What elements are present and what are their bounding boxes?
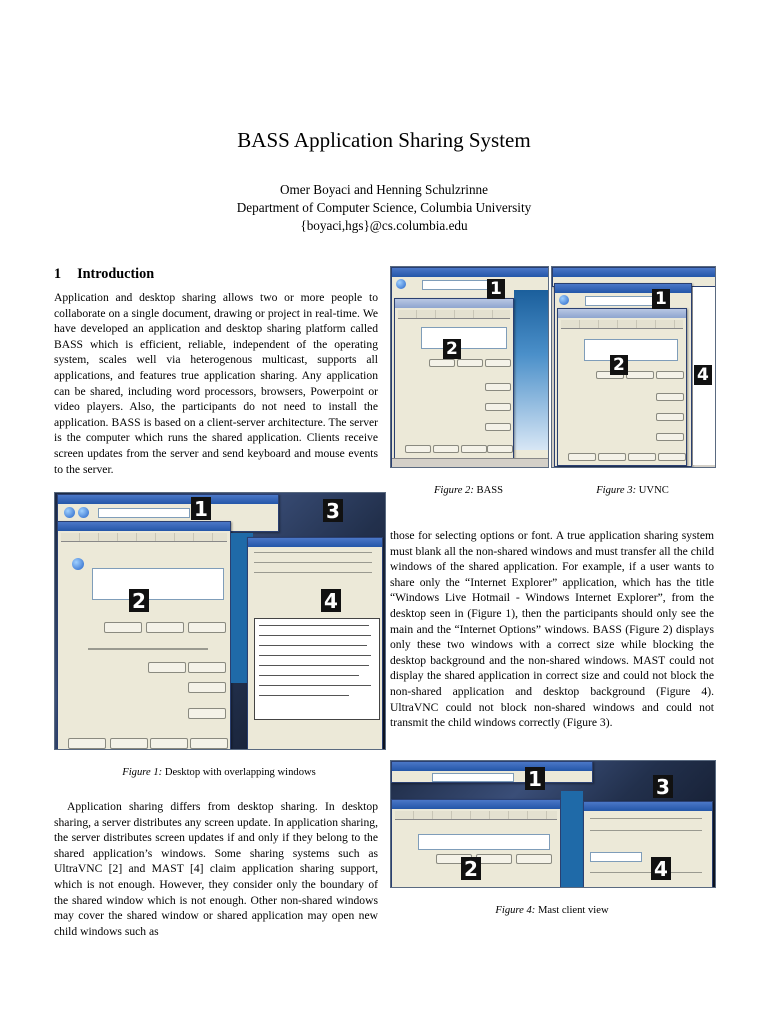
right-paragraph [390,528,714,731]
badge-3: 3 [653,775,673,798]
sharing-text: Application sharing differs from desktop sharing. In desktop sharing, a server distributes any screen update. In application sharing, the server distributes screen updates if and only if they belong to the shared application’s windows. Some sharing systems such as UltraVNC [2] and MAST [4] claim application sharing support, which is not enough. However, they consider only the boundary of the shared window which is not enough. Other non-shared windows may cover the shared window or shared application may open new child windows such as [54,800,378,938]
figure-2-text: BASS [476,485,504,496]
badge-2: 2 [129,589,149,612]
figure-2-caption [390,485,547,496]
badge-1: 1 [525,767,545,790]
badge-2: 2 [610,355,628,375]
badge-4: 4 [694,365,712,385]
badge-1: 1 [652,289,670,309]
badge-2: 2 [443,339,461,359]
badge-4: 4 [321,589,341,612]
intro-paragraph [54,290,378,477]
section-title: Introduction [77,266,155,282]
texniccenter-window [583,801,713,888]
viewed-application-bar [391,761,593,783]
author-affiliation: Department of Computer Science, Columbia University [236,200,532,215]
code-editor [254,618,380,720]
intro-text: Application and desktop sharing allows two or more people to collaborate on a single document, drawing or project in real-time. We have developed an application and desktop sharing platform called BASS which is efficient, reliable, independent of the operating system, scales well via heterogenous multicast, supports all applications, and features true application sharing. Any application can be shared, including word processors, browsers, Powerpoint or video players. Also, the participants do not need to install the application. BASS is based on a client-server architecture. The server is the computer which runs the shared application. Clients receive screen updates from the server and send keyboard and mouse events to the server. [54,291,378,476]
internet-options-dialog [57,521,231,750]
figure-3-text: UVNC [638,485,669,496]
section-number: 1 [54,266,62,282]
figure-4-label: Figure 4: [495,905,536,916]
badge-1: 1 [191,497,211,520]
figure-1-text: Desktop with overlapping windows [164,767,316,778]
figure-2-image [390,266,549,468]
internet-options-dialog [557,308,687,466]
figure-1-label: Figure 1: [122,767,163,778]
figure-3-caption [551,485,714,496]
bass-window [391,267,549,468]
badge-4: 4 [651,857,671,880]
right-text: those for selecting options or font. A true application sharing system must blank all the non-shared windows and must transfer all the child windows of the shared application. For example, if a user wants to share only the “Internet Explorer” application, which has the title “Windows Live Hotmail - Windows Internet Explorer”, from the desktop seen in (Figure 1), then the participants should only see the main and the “Internet Options” windows. BASS (Figure 2) displays only these two windows with a correct size while blocking the desktop background and the non-shared windows. MAST could not display the shared application in correct size and could not block the non-shared application and desktop background (Figure 4). UltraVNC could not block non-shared windows and could not transmit the child windows correctly (Figure 3). [390,529,714,730]
figure-3-image [551,266,716,468]
author-names: Omer Boyaci and Henning Schulzrinne [279,182,488,197]
internet-options-dialog [394,298,514,460]
figure-1-image [54,492,386,750]
paper-title: BASS Application Sharing System [237,128,531,152]
section-heading [54,266,154,283]
sharing-paragraph [54,799,378,939]
figure-4-image [390,760,716,888]
figure-3-label: Figure 3: [596,485,637,496]
figure-4-caption [390,905,714,916]
badge-2: 2 [461,857,481,880]
ie-window [554,283,692,467]
badge-3: 3 [323,499,343,522]
figure-4-text: Mast client view [537,905,609,916]
author-email: {boyaci,hgs}@cs.columbia.edu [300,218,468,233]
badge-1: 1 [487,279,505,299]
texniccenter-window [247,537,383,750]
figure-2-label: Figure 2: [433,485,474,496]
author-block [0,181,768,235]
figure-1-caption [54,767,384,778]
